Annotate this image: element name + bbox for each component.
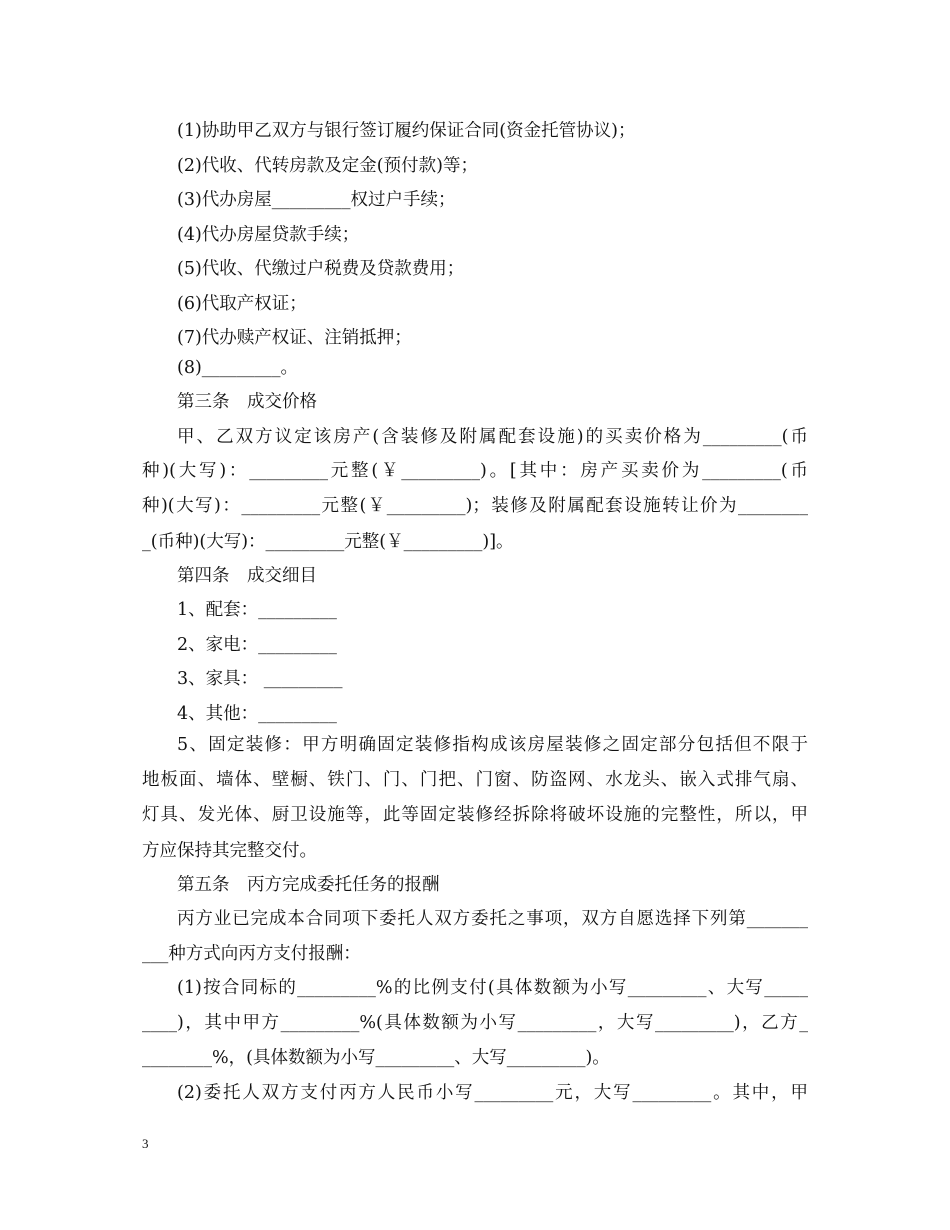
price-paragraph-line-3: 种)(大写)：_________元整(￥_________)；装修及附属配套设施转让价为________ (142, 496, 808, 516)
section-heading-4: 第四条 成交细目 (177, 566, 317, 586)
section-heading-5: 第五条 丙方完成委托任务的报酬 (177, 875, 440, 895)
clause-item-3: (3)代办房屋_________权过户手续； (177, 190, 456, 210)
fee-option-2-line-1: (2)委托人双方支付丙方人民币小写_________元，大写_________。其中，甲 (177, 1083, 808, 1103)
clause-item-2: (2)代收、代转房款及定金(预付款)等； (177, 156, 478, 176)
clause-item-1: (1)协助甲乙双方与银行签订履约保证合同(资金托管协议)； (177, 121, 636, 141)
fixtures-paragraph-line-4: 方应保持其完整交付。 (142, 841, 317, 861)
fee-paragraph-line-1: 丙方业已完成本合同项下委托人双方委托之事项，双方自愿选择下列第_______ (177, 909, 808, 929)
price-paragraph-line-1: 甲、乙双方议定该房产(含装修及附属配套设施)的买卖价格为_________(币 (177, 427, 808, 447)
detail-item-4: 4、其他：_________ (177, 704, 337, 724)
clause-item-6: (6)代取产权证； (177, 294, 307, 314)
price-paragraph-line-2: 种)(大写)：_________元整(￥_________)。[其中：房产买卖价为_________(币 (142, 461, 808, 481)
clause-item-8: (8)_________。 (177, 358, 299, 378)
detail-item-1: 1、配套：_________ (177, 600, 337, 620)
detail-item-3: 3、家具： _________ (177, 669, 343, 689)
fee-paragraph-line-2: ___种方式向丙方支付报酬： (142, 944, 361, 964)
page-number: 3 (142, 1136, 149, 1151)
fixtures-paragraph-line-1: 5、固定装修：甲方明确固定装修指构成该房屋装修之固定部分包括但不限于 (177, 735, 808, 755)
fixtures-paragraph-line-3: 灯具、发光体、厨卫设施等，此等固定装修经拆除将破坏设施的完整性，所以，甲 (142, 805, 808, 825)
detail-item-2: 2、家电：_________ (177, 635, 337, 655)
price-paragraph-line-4: _(币种)(大写)：_________元整(￥_________)]。 (142, 532, 514, 552)
section-heading-3: 第三条 成交价格 (177, 392, 317, 412)
fee-option-1-line-1: (1)按合同标的_________%的比例支付(具体数额为小写_________、大写_____ (177, 978, 808, 998)
clause-item-7: (7)代办赎产权证、注销抵押； (177, 328, 412, 348)
fee-option-1-line-2: ____)，其中甲方_________%(具体数额为小写_________，大写_________)，乙方_ (142, 1013, 808, 1033)
clause-item-4: (4)代办房屋贷款手续； (177, 225, 360, 245)
clause-item-5: (5)代收、代缴过户税费及贷款费用； (177, 259, 465, 279)
fixtures-paragraph-line-2: 地板面、墙体、壁橱、铁门、门、门把、门窗、防盗网、水龙头、嵌入式排气扇、 (142, 770, 808, 790)
fee-option-1-line-3: ________%，(具体数额为小写_________、大写_________)。 (142, 1048, 610, 1068)
